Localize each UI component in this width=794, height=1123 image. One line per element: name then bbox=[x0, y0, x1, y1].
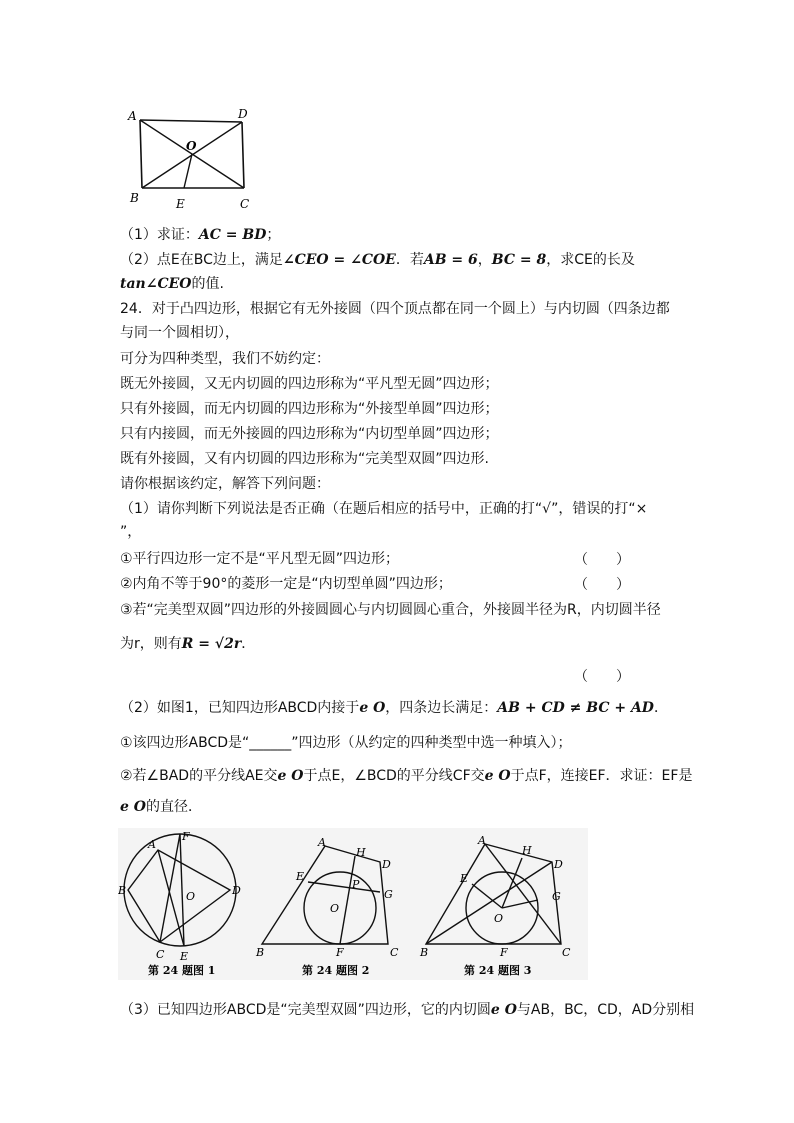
q23-part2-cont bbox=[120, 274, 224, 294]
q24-definition-1: 既无外接圆，又无内切圆的四边形称为“平凡型无圆”四边形； bbox=[120, 376, 499, 392]
q23-p1-math: AC = BD bbox=[198, 227, 267, 243]
circle-o-symbol: e O bbox=[484, 768, 511, 784]
q23-p2-math1: ∠CEO = ∠COE bbox=[282, 252, 396, 268]
f1-label-D: D bbox=[232, 884, 241, 897]
f3-label-B: B bbox=[420, 946, 429, 959]
answer-paren-1: （ ） bbox=[574, 552, 630, 568]
f3-label-H: H bbox=[522, 844, 532, 857]
caption-figure-1: 第 24 题图 1 bbox=[148, 964, 216, 977]
q24-part1-line1: （1）请你判断下列说法是否正确（在题后相应的括号中，正确的打“√”，错误的打“× bbox=[120, 501, 648, 517]
circle-o-symbol: e O bbox=[277, 768, 304, 784]
f2-label-O: O bbox=[330, 902, 340, 915]
f1-label-B: B bbox=[118, 884, 127, 897]
q24-q2-math: AB + CD ≠ BC + AD bbox=[497, 700, 654, 716]
label-B: B bbox=[130, 191, 139, 205]
q24-q3-b: 与AB，BC，CD，AD分别相 bbox=[516, 1002, 695, 1018]
q24-part3-line1 bbox=[120, 1000, 694, 1020]
f3-label-D: D bbox=[554, 858, 563, 871]
q24-definition-4: 既有外接圆，又有内切圆的四边形称为“完美型双圆”四边形. bbox=[120, 451, 489, 467]
label-E: E bbox=[176, 197, 185, 211]
label-O: O bbox=[186, 139, 197, 153]
f3-label-A: A bbox=[478, 834, 486, 847]
f2-label-C: C bbox=[390, 946, 399, 959]
figures-row bbox=[118, 828, 588, 980]
f2-label-A: A bbox=[318, 836, 326, 849]
rectangle-figure bbox=[120, 104, 260, 214]
f3-label-E: E bbox=[460, 872, 469, 885]
f2-label-G: G bbox=[384, 888, 393, 901]
f2-label-D: D bbox=[382, 858, 391, 871]
f2-label-E: E bbox=[296, 870, 305, 883]
circle-o-symbol: e O bbox=[359, 700, 386, 716]
q24-intro-line2: 与同一个圆相切）， bbox=[120, 325, 239, 341]
q24-intro-line3: 可分为四种类型，我们不妨约定： bbox=[120, 351, 330, 367]
q23-p2-e: 的值. bbox=[191, 276, 224, 292]
q23-p2-a: （2）点E在BC边上，满足 bbox=[120, 252, 283, 268]
q24-statement-2: ②内角不等于90°的菱形一定是“内切型单圆”四边形； bbox=[120, 576, 452, 592]
q24-q2ii-d: 的直径． bbox=[145, 799, 202, 815]
circle-o-symbol: e O bbox=[490, 1002, 517, 1018]
q23-part1 bbox=[120, 225, 280, 245]
q23-p2-math4: tan∠CEO bbox=[120, 276, 192, 292]
q23-p1-end: ； bbox=[266, 227, 281, 243]
f3-label-C: C bbox=[562, 946, 571, 959]
q24-q2ii-c: 于点F，连接EF．求证：EF是 bbox=[510, 768, 693, 784]
q24-definition-2: 只有外接圆，而无内切圆的四边形称为“外接型单圆”四边形； bbox=[120, 401, 499, 417]
q24-definition-3: 只有内接圆，而无外接圆的四边形称为“内切型单圆”四边形； bbox=[120, 426, 499, 442]
q24-part2-line1 bbox=[120, 698, 668, 718]
f2-label-H: H bbox=[356, 846, 366, 859]
q24-statement-3-cont bbox=[120, 634, 255, 654]
answer-paren-2: （ ） bbox=[574, 577, 630, 593]
q24-q3-a: （3）已知四边形ABCD是“完美型双圆”四边形，它的内切圆 bbox=[120, 1002, 491, 1018]
q24-part2-item2 bbox=[120, 766, 692, 786]
q24-q2ii-b: 于点E，∠BCD的平分线CF交 bbox=[303, 768, 485, 784]
q24-s3-text: 为r，则有 bbox=[120, 636, 182, 652]
q24-s3-math: R = √2r bbox=[181, 636, 242, 652]
label-D: D bbox=[238, 107, 248, 121]
q24-instruction: 请你根据该约定，解答下列问题： bbox=[120, 476, 330, 492]
caption-figure-2: 第 24 题图 2 bbox=[302, 964, 370, 977]
q24-statement-3: ③若“完美型双圆”四边形的外接圆圆心与内切圆圆心重合，外接圆半径为R，内切圆半径 bbox=[120, 602, 661, 618]
q24-statement-1: ①平行四边形一定不是“平凡型无圆”四边形； bbox=[120, 551, 400, 567]
q24-intro-line1: 24．对于凸四边形，根据它有无外接圆（四个顶点都在同一个圆上）与内切圆（四条边都 bbox=[120, 301, 670, 317]
q23-p2-c: ， bbox=[477, 252, 492, 268]
circle-o-symbol: e O bbox=[120, 799, 146, 815]
q24-s3-end: ． bbox=[241, 636, 256, 652]
q23-p2-math3: BC = 8 bbox=[491, 252, 547, 268]
label-A: A bbox=[128, 109, 137, 123]
f1-label-C: C bbox=[156, 948, 165, 961]
answer-paren-3: （ ） bbox=[574, 669, 630, 685]
q24-q2-b: ，四条边长满足： bbox=[385, 700, 498, 716]
q23-p1-text: （1）求证： bbox=[120, 227, 199, 243]
f3-label-G: G bbox=[552, 890, 561, 903]
q23-p2-d: ，求CE的长及 bbox=[546, 252, 635, 268]
f3-label-F: F bbox=[500, 946, 508, 959]
f1-label-A: A bbox=[148, 838, 156, 851]
f3-label-O: O bbox=[494, 912, 504, 925]
q24-part1-line2: ”， bbox=[120, 524, 142, 540]
label-C: C bbox=[240, 197, 250, 211]
f1-label-F: F bbox=[182, 830, 190, 843]
f2-label-F: F bbox=[336, 946, 344, 959]
f2-label-B: B bbox=[256, 946, 265, 959]
f1-label-O: O bbox=[186, 890, 196, 903]
q23-p2-math2: AB = 6 bbox=[423, 252, 478, 268]
q24-part2-item1: ①该四边形ABCD是“______”四边形（从约定的四种类型中选一种填入）； bbox=[120, 735, 572, 751]
q24-q2ii-a: ②若∠BAD的平分线AE交 bbox=[120, 768, 278, 784]
q24-part2-item2-cont bbox=[120, 797, 202, 817]
q24-q2-c: ． bbox=[653, 700, 668, 716]
q24-q2-a: （2）如图1，已知四边形ABCD内接于 bbox=[120, 700, 360, 716]
q23-p2-b: ．若 bbox=[395, 252, 424, 268]
f2-label-P: P bbox=[352, 878, 360, 891]
q23-part2 bbox=[120, 250, 635, 270]
f1-label-E: E bbox=[180, 950, 189, 963]
caption-figure-3: 第 24 题图 3 bbox=[464, 964, 532, 977]
